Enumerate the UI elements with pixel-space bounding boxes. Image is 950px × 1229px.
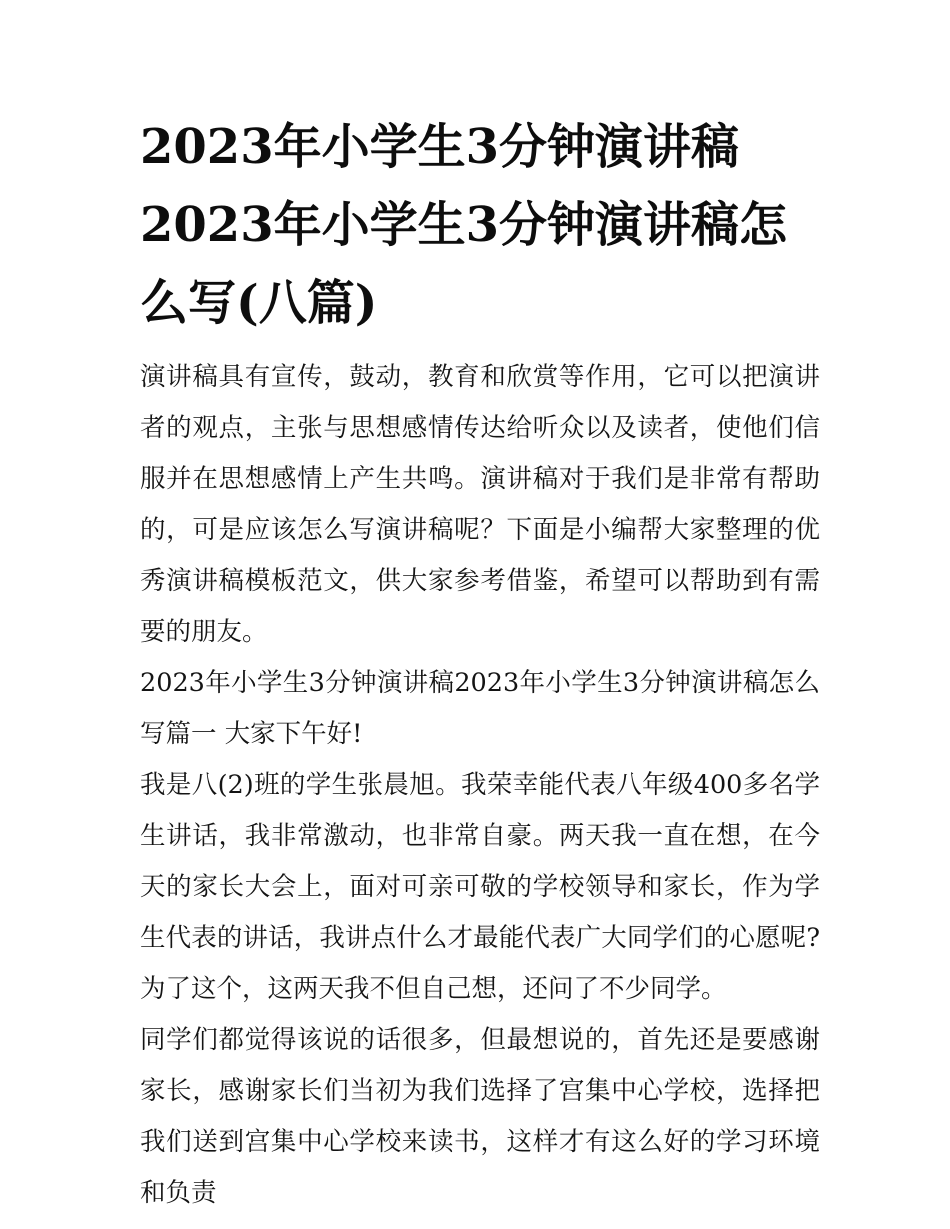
- document-title: 2023年小学生3分钟演讲稿2023年小学生3分钟演讲稿怎么写(八篇): [140, 119, 787, 331]
- speech-paragraph-1: 我是八(2)班的学生张晨旭。我荣幸能代表八年级400多名学生讲话，我非常激动，也非常自豪。两天我一直在想，在今天的家长大会上，面对可亲可敬的学校领导和家长，作为学生代表的讲话，我讲点什么才最能代表广大同学们的心愿呢?为了这个，这两天我不但自己想，还问了不少同学。: [140, 770, 820, 1004]
- document-body: [140, 352, 820, 1219]
- section-heading-paragraph: 2023年小学生3分钟演讲稿2023年小学生3分钟演讲稿怎么写篇一 大家下午好!: [140, 668, 820, 749]
- intro-paragraph: 演讲稿具有宣传，鼓动，教育和欣赏等作用，它可以把演讲者的观点，主张与思想感情传达给听众以及读者，使他们信服并在思想感情上产生共鸣。演讲稿对于我们是非常有帮助的，可是应该怎么写演讲稿呢？下面是小编帮大家整理的优秀演讲稿模板范文，供大家参考借鉴，希望可以帮助到有需要的朋友。: [140, 362, 820, 647]
- speech-paragraph-2: 同学们都觉得该说的话很多，但最想说的，首先还是要感谢家长，感谢家长们当初为我们选择了宫集中心学校，选择把我们送到宫集中心学校来读书，这样才有这么好的学习环境和负责: [140, 1025, 820, 1208]
